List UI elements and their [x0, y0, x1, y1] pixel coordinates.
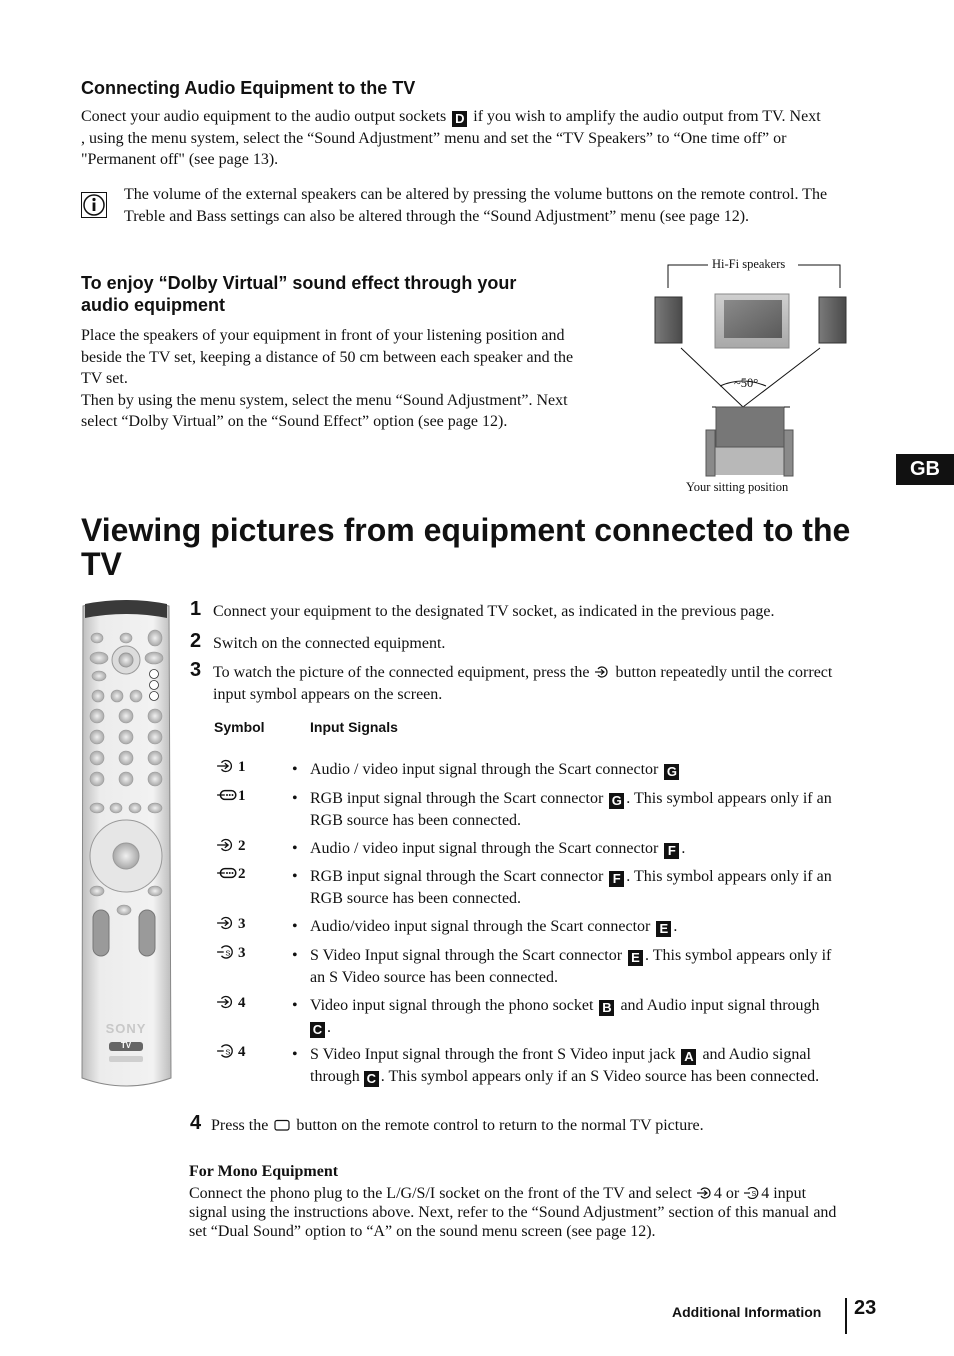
- step-number-3: 3: [190, 659, 202, 681]
- text: 4 or: [713, 1185, 740, 1202]
- table-symbol: [216, 759, 246, 776]
- text: .: [327, 1018, 331, 1036]
- text: "Permanent off" (see page 13).: [81, 151, 279, 168]
- bullet: •: [292, 868, 298, 885]
- title-line: Viewing pictures from equipment connected to the: [81, 512, 851, 548]
- table-row: [310, 945, 875, 988]
- bullet: •: [292, 790, 298, 807]
- text: button on the remote control to return to the normal TV picture.: [296, 1117, 704, 1134]
- input-number: 2: [238, 866, 246, 882]
- table-row: [310, 995, 875, 1038]
- text: Audio/video input signal through the Scart connector: [310, 918, 651, 935]
- svg-text:S: S: [225, 1047, 231, 1057]
- text: Treble and Bass settings can also be altered through the “Sound Adjustment” menu (see page 12).: [124, 207, 750, 225]
- text: Then by using the menu system, select the menu “Sound Adjustment”. Next: [81, 391, 568, 409]
- table-symbol: [216, 1044, 246, 1061]
- connector-badge: E: [656, 921, 671, 937]
- text: S Video Input signal through the Scart connector: [310, 947, 623, 964]
- connector-badge: E: [628, 950, 643, 966]
- text: The volume of the external speakers can be altered by pressing the volume buttons on the remote control. The: [124, 186, 828, 203]
- table-symbol: [216, 995, 246, 1012]
- table-row: [310, 916, 875, 938]
- input-select-icon: [594, 666, 612, 678]
- step-1-text: Connect your equipment to the designated TV socket, as indicated in the previous page.: [213, 603, 775, 620]
- heading-line: audio equipment: [81, 295, 225, 315]
- mono-paragraph: [189, 1184, 879, 1241]
- input-number: 3: [238, 916, 246, 932]
- text: and Audio input signal through: [620, 997, 820, 1014]
- text: Conect your audio equipment to the audio output sockets: [81, 108, 447, 125]
- speaker-volume-note: [124, 184, 884, 227]
- input-number: 4: [238, 995, 246, 1011]
- input-number: 1: [238, 788, 246, 804]
- heading-line: To enjoy “Dolby Virtual” sound effect through your: [81, 273, 517, 293]
- text: RGB input signal through the Scart connector: [310, 868, 604, 885]
- title-line: TV: [81, 546, 122, 582]
- bullet: •: [292, 918, 298, 935]
- hifi-speakers-label: Hi-Fi speakers: [712, 257, 786, 271]
- language-tab: GB: [896, 454, 954, 485]
- table-symbol: [216, 838, 246, 855]
- svg-text:S: S: [751, 1191, 757, 1198]
- text: signal using the instructions above. Next, refer to the “Sound Adjustment” section of this manual and: [189, 1204, 837, 1221]
- connector-badge: G: [664, 764, 679, 780]
- text: S Video Input signal through the front S Video input jack: [310, 1046, 676, 1063]
- tv-button-icon: [272, 1119, 292, 1131]
- footer-divider: [845, 1298, 847, 1334]
- table-symbol: [216, 788, 246, 805]
- connector-badge: A: [681, 1049, 696, 1065]
- input-number: 2: [238, 838, 246, 854]
- input-number: 1: [238, 759, 246, 775]
- bullet: •: [292, 1046, 298, 1063]
- text: , using the menu system, select the “Sound Adjustment” menu and set the “TV Speakers” to “One time off” or: [81, 129, 787, 147]
- step-4-text: [211, 1115, 704, 1137]
- input-arrow-icon: [216, 838, 238, 852]
- input-arrow-icon: [216, 995, 238, 1009]
- info-icon: [81, 192, 107, 218]
- connector-badge: D: [452, 111, 467, 127]
- table-symbol: [216, 866, 246, 883]
- page-title: [81, 513, 901, 581]
- step-number-1: 1: [190, 598, 202, 620]
- connector-badge: F: [664, 843, 679, 859]
- input-arrow-icon: [216, 916, 238, 930]
- table-row: [310, 788, 875, 831]
- bullet: •: [292, 947, 298, 964]
- section-heading-audio: Connecting Audio Equipment to the TV: [81, 78, 416, 98]
- text: button repeatedly until the correct: [615, 664, 833, 681]
- input-number: 3: [238, 945, 246, 961]
- page-number: 23: [854, 1297, 877, 1319]
- audio-paragraph: [81, 106, 881, 171]
- bullet: •: [292, 761, 298, 778]
- text: an S Video source has been connected.: [310, 968, 558, 986]
- table-row: [310, 866, 875, 909]
- text: beside the TV set, keeping a distance of 50 cm between each speaker and the: [81, 348, 574, 366]
- text: Place the speakers of your equipment in front of your listening position and: [81, 327, 565, 344]
- connector-badge: G: [609, 793, 624, 809]
- dolby-paragraph: [81, 325, 626, 433]
- text: . This symbol appears only if an S Video source has been connected.: [380, 1067, 820, 1085]
- text: set “Dual Sound” option to “A” on the sound menu screen (see page 12).: [189, 1223, 656, 1240]
- text: RGB source has been connected.: [310, 811, 522, 829]
- table-row: [310, 838, 875, 860]
- text: . This symbol appears only if: [645, 947, 832, 964]
- text: TV set.: [81, 370, 128, 387]
- s-video-input-icon: [216, 1044, 238, 1058]
- text: .: [673, 918, 678, 935]
- text: Audio / video input signal through the Scart connector: [310, 840, 659, 857]
- step-2-text: Switch on the connected equipment.: [213, 635, 446, 652]
- speaker-placement-diagram: [640, 252, 860, 502]
- rgb-input-icon: [216, 788, 238, 802]
- text: select “Dolby Virtual” on the “Sound Effect” option (see page 12).: [81, 413, 508, 430]
- text: Video input signal through the phono socket: [310, 997, 594, 1014]
- text: Audio / video input signal through the Scart connector: [310, 761, 659, 778]
- text: Connect the phono plug to the L/G/S/I socket on the front of the TV and select: [189, 1185, 692, 1202]
- input-number: 4: [238, 1044, 246, 1060]
- table-symbol: [216, 916, 246, 933]
- text: To watch the picture of the connected equipment, press the: [213, 664, 590, 681]
- step-number-2: 2: [190, 630, 202, 652]
- bullet: •: [292, 997, 298, 1014]
- table-row: [310, 1044, 875, 1087]
- footer-section-label: Additional Information: [672, 1304, 822, 1320]
- text: Press the: [211, 1117, 269, 1134]
- connector-badge: C: [310, 1022, 325, 1038]
- section-heading-dolby: [81, 272, 621, 316]
- svg-text:S: S: [225, 948, 231, 958]
- table-row: [310, 759, 875, 781]
- connector-badge: F: [609, 871, 624, 887]
- bullet: •: [292, 840, 298, 857]
- text: .: [681, 840, 686, 857]
- mono-heading: For Mono Equipment: [189, 1163, 339, 1180]
- remote-tv-label: TV: [120, 1041, 132, 1050]
- text: RGB source has been connected.: [310, 889, 522, 907]
- text: input symbol appears on the screen.: [213, 685, 443, 703]
- text: 4 input: [761, 1185, 807, 1202]
- rgb-input-icon: [216, 866, 238, 880]
- step-3-text: [213, 662, 873, 705]
- remote-brand-logo: SONY: [105, 1021, 147, 1036]
- sitting-position-label: Your sitting position: [686, 480, 789, 494]
- text: through: [310, 1067, 360, 1085]
- remote-control-illustration: [79, 598, 174, 1092]
- s-video-input-icon: [743, 1187, 761, 1199]
- table-symbol: [216, 945, 246, 962]
- input-arrow-icon: [696, 1187, 714, 1199]
- connector-badge: C: [364, 1071, 379, 1087]
- table-header-symbol: Symbol: [214, 719, 265, 735]
- table-header-input-signals: Input Signals: [310, 719, 398, 735]
- connector-badge: B: [599, 1000, 614, 1016]
- text: and Audio signal: [702, 1046, 811, 1063]
- text: RGB input signal through the Scart connector: [310, 790, 604, 807]
- text: . This symbol appears only if an: [626, 868, 832, 885]
- angle-label: ~50°: [734, 376, 759, 390]
- text: if you wish to amplify the audio output from TV. Next: [473, 108, 821, 125]
- step-number-4: 4: [190, 1112, 202, 1134]
- input-arrow-icon: [216, 759, 238, 773]
- text: . This symbol appears only if an: [626, 790, 832, 807]
- s-video-input-icon: [216, 945, 238, 959]
